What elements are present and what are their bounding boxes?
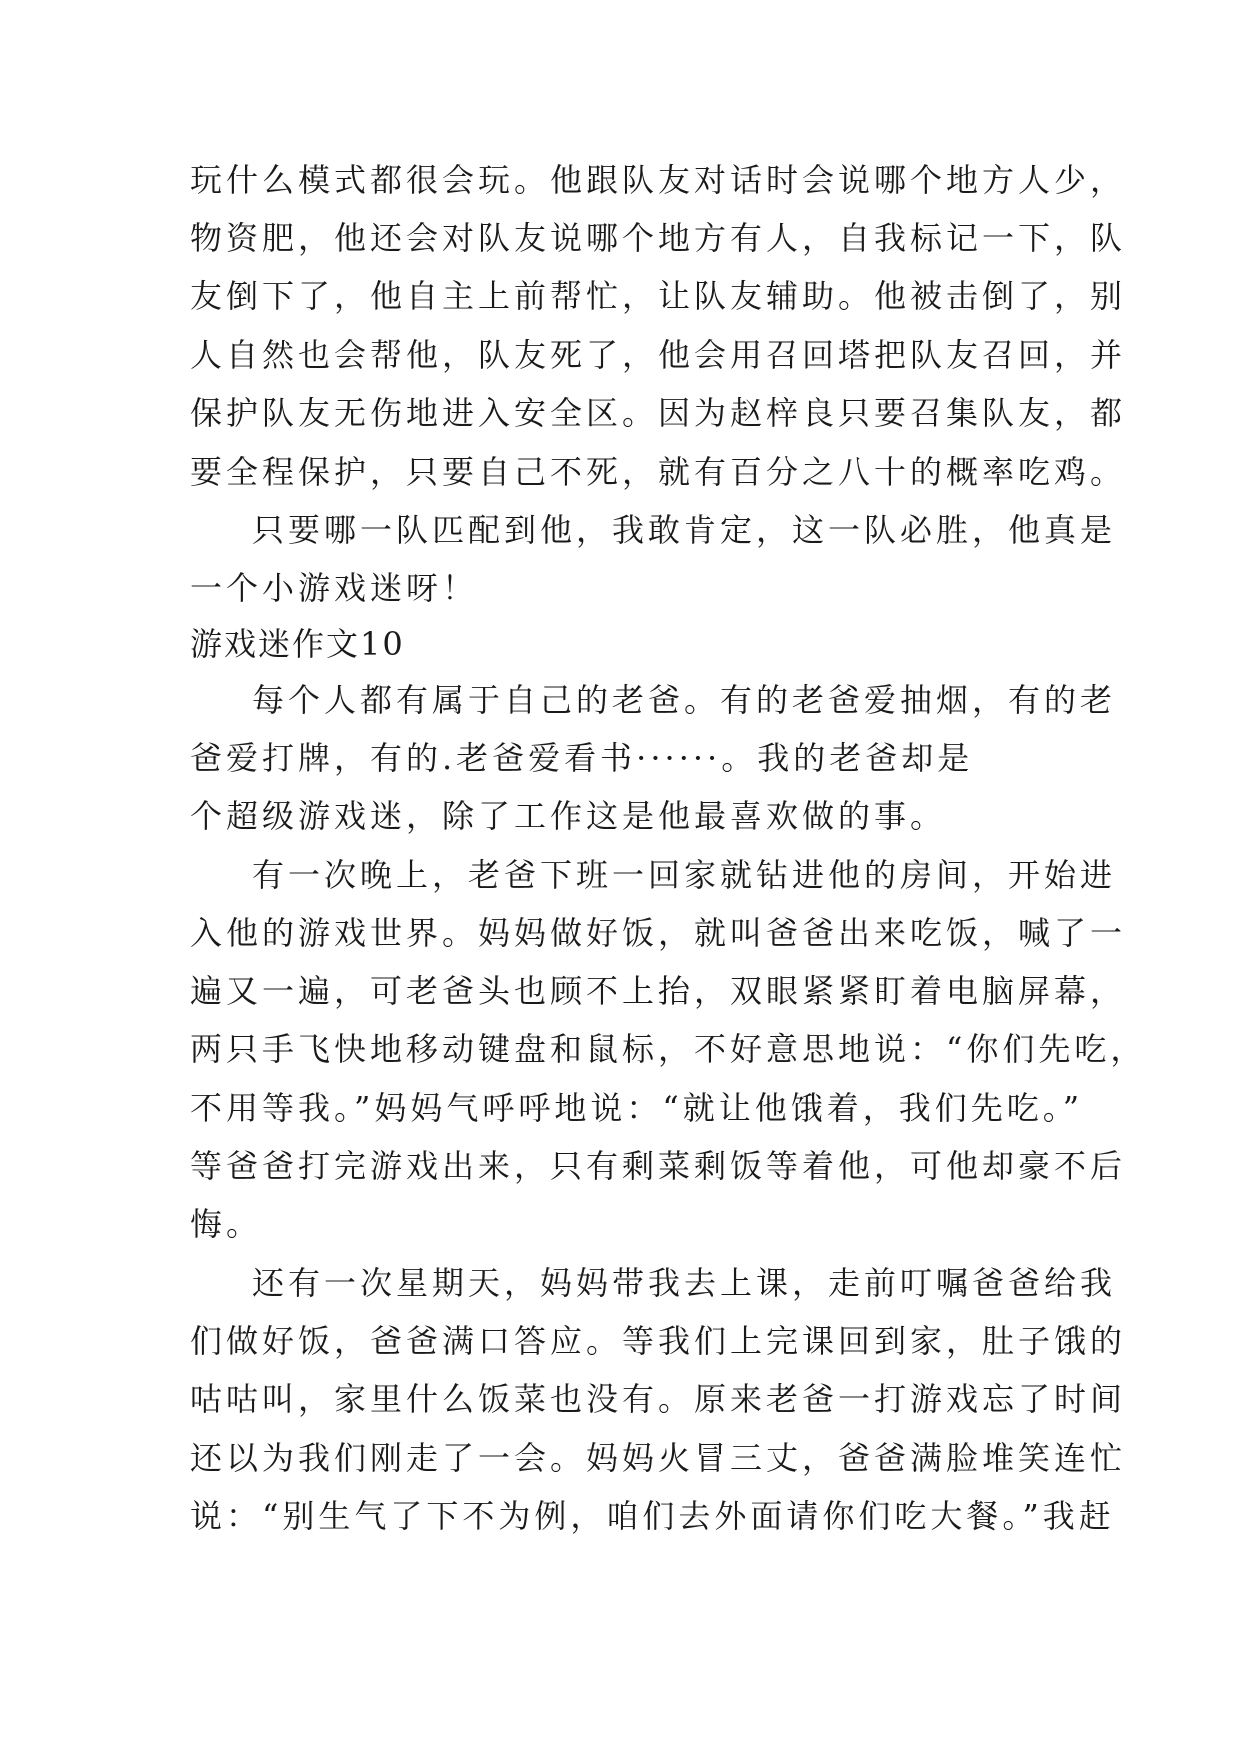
text-line: 两只手飞快地移动键盘和鼠标，不好意思地说：“你们先吃， — [190, 1030, 1147, 1068]
text-line: 们做好饭，爸爸满口答应。等我们上完课回到家，肚子饿的 — [190, 1322, 1127, 1360]
text-line: 人自然也会帮他，队友死了，他会用召回塔把队友召回，并 — [190, 336, 1127, 374]
text-line: 不用等我。”妈妈气呼呼地说：“就让他饿着，我们先吃。” — [190, 1089, 1084, 1127]
paragraph-first-line: 每个人都有属于自己的老爸。有的老爸爱抽烟，有的老 — [252, 681, 1117, 719]
text-line: 爸爱打牌，有的.老爸爱看书······。我的老爸却是 — [190, 739, 974, 777]
text-line: 物资肥，他还会对队友说哪个地方有人，自我标记一下，队 — [190, 219, 1127, 257]
text-line: 一个小游戏迷呀！ — [190, 569, 479, 607]
paragraph-first-line: 还有一次星期天，妈妈带我去上课，走前叮嘱爸爸给我 — [252, 1264, 1117, 1302]
text-line: 个超级游戏迷，除了工作这是他最喜欢做的事。 — [190, 797, 947, 835]
text-line: 咕咕叫，家里什么饭菜也没有。原来老爸一打游戏忘了时间 — [190, 1380, 1127, 1418]
section-heading: 游戏迷作文10 — [190, 625, 405, 663]
text-line: 友倒下了，他自主上前帮忙，让队友辅助。他被击倒了，别 — [190, 277, 1127, 315]
text-line: 入他的游戏世界。妈妈做好饭，就叫爸爸出来吃饭，喊了一 — [190, 914, 1127, 952]
text-line: 还以为我们刚走了一会。妈妈火冒三丈，爸爸满脸堆笑连忙 — [190, 1439, 1127, 1477]
paragraph-first-line: 只要哪一队匹配到他，我敢肯定，这一队必胜，他真是 — [252, 511, 1117, 549]
text-line: 保护队友无伤地进入安全区。因为赵梓良只要召集队友，都 — [190, 394, 1127, 432]
text-line: 说：“别生气了下不为例，咱们去外面请你们吃大餐。”我赶 — [190, 1497, 1115, 1535]
text-line: 等爸爸打完游戏出来，只有剩菜剩饭等着他，可他却豪不后 — [190, 1147, 1127, 1185]
paragraph-first-line: 有一次晚上，老爸下班一回家就钻进他的房间，开始进 — [252, 856, 1117, 894]
text-line: 悔。 — [190, 1205, 263, 1243]
text-line: 要全程保护，只要自己不死，就有百分之八十的概率吃鸡。 — [190, 453, 1127, 491]
text-line: 遍又一遍，可老爸头也顾不上抬，双眼紧紧盯着电脑屏幕， — [190, 972, 1127, 1010]
text-line: 玩什么模式都很会玩。他跟队友对话时会说哪个地方人少， — [190, 161, 1127, 199]
